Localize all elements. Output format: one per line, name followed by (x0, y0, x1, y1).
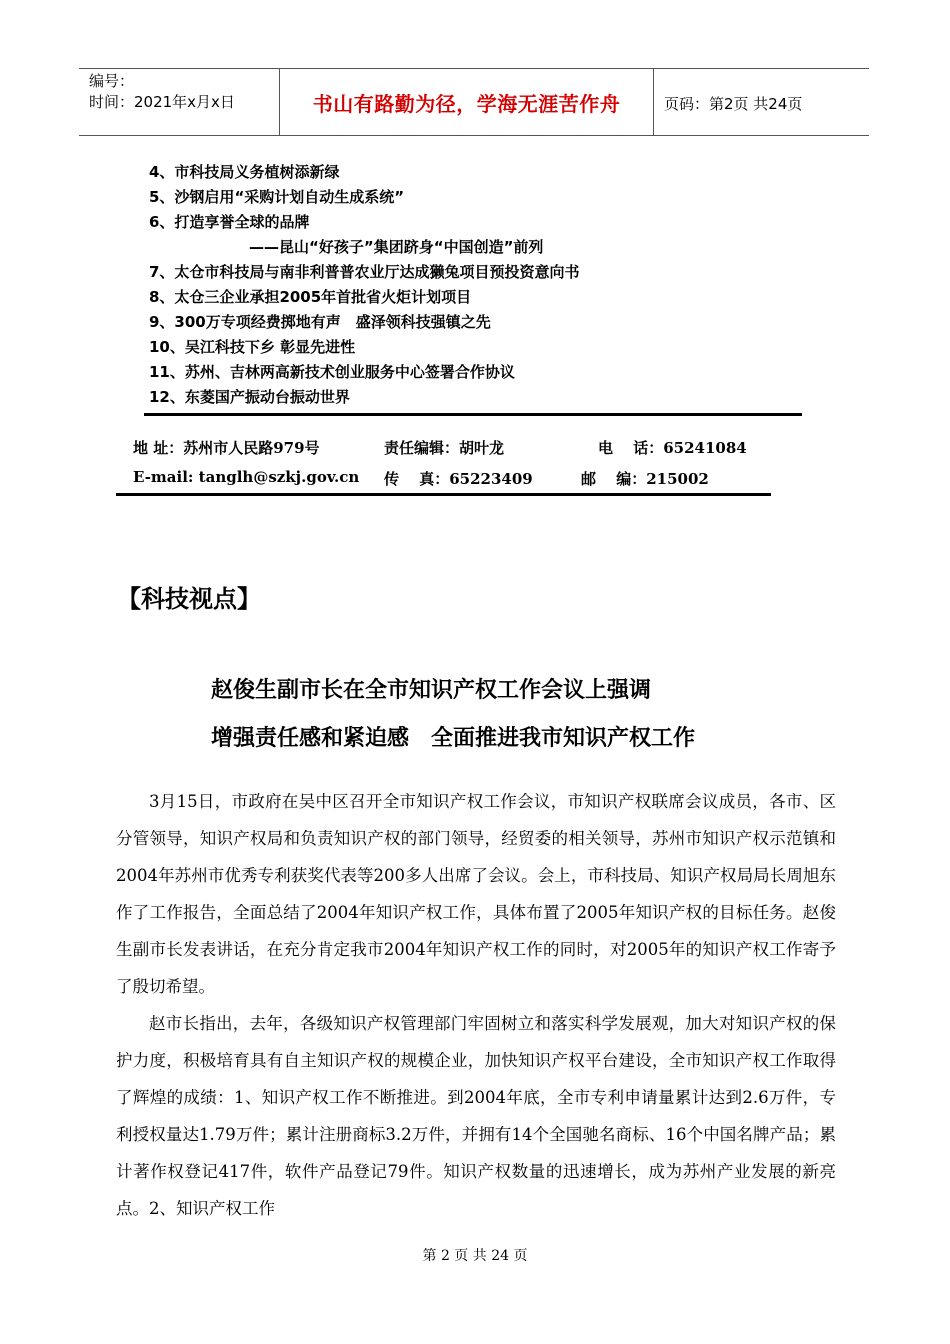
article-title-line1: 赵俊生副市长在全市知识产权工作会议上强调 (211, 678, 652, 703)
toc-item: 4、市科技局义务植树添新绿 (149, 163, 340, 181)
toc-item: 5、沙钢启用“采购计划自动生成系统” (149, 188, 405, 206)
contact-address: 地 址：苏州市人民路979号 (133, 439, 320, 457)
contact-postcode: 邮 编：215002 (581, 470, 709, 488)
page-footer: 第 2 页 共 24 页 (422, 1248, 528, 1264)
contact-fax: 传 真：65223409 (384, 470, 533, 488)
section-title: 【科技视点】 (117, 585, 261, 613)
article-title-line2: 增强责任感和紧迫感 全面推进我市知识产权工作 (211, 726, 696, 751)
article-paragraph: 3月15日，市政府在吴中区召开全市知识产权工作会议，市知识产权联席会议成员，各市、区分管领导，知识产权局和负责知识产权的部门领导，经贸委的相关领导，苏州市知识产权示范镇和2004年苏州市优秀专利获奖代表等200多人出席了会议。会上，市科技局、知识产权局局长周旭东作了工作报告，全面总结了2004年知识产权工作，具体布置了2005年知识产权的目标任务。赵俊生副市长发表讲话，在充分肯定我市2004年知识产权工作的同时，对2005年的知识产权工作寄予了殷切希望。 (116, 792, 836, 996)
header-page-info: 页码：第2页 共24页 (664, 95, 803, 113)
toc-item: ——昆山“好孩子”集团跻身“中国创造”前列 (249, 238, 544, 256)
contact-editor: 责任编辑：胡叶龙 (384, 439, 505, 457)
toc-item: 6、打造享誉全球的品牌 (149, 213, 310, 231)
number-label: 编号： (89, 72, 135, 90)
toc-item: 11、苏州、吉林两高新技术创业服务中心签署合作协议 (149, 363, 515, 381)
article-paragraph: 赵市长指出，去年，各级知识产权管理部门牢固树立和落实科学发展观，加大对知识产权的保护力度，积极培育具有自主知识产权的规模企业，加快知识产权平台建设，全市知识产权工作取得了辉煌的成绩：1、知识产权工作不断推进。到2004年底，全市专利申请量累计达到2.6万件，专利授权量达1.79万件；累计注册商标3.2万件，并拥有14个全国驰名商标、16个中国名牌产品；累计著作权登记417件，软件产品登记79件。知识产权数量的迅速增长，成为苏州产业发展的新亮点。2、知识产权工作 (116, 1014, 836, 1218)
divider (144, 413, 802, 416)
header-meta (79, 69, 280, 135)
contact-phone: 电 话：65241084 (598, 439, 747, 457)
header-motto: 书山有路勤为径，学海无涯苦作舟 (280, 69, 654, 135)
article-body (116, 783, 836, 1227)
contact-email: E-mail: tanglh@szkj.gov.cn (133, 468, 360, 486)
time-label: 时间：2021年x月x日 (89, 93, 235, 111)
toc-item: 7、太仓市科技局与南非利普普农业厅达成獭兔项目预投资意向书 (149, 263, 580, 281)
page-header (79, 68, 869, 136)
toc-item: 8、太仓三企业承担2005年首批省火炬计划项目 (149, 288, 472, 306)
toc-item: 10、吴江科技下乡 彰显先进性 (149, 338, 356, 356)
table-of-contents (149, 160, 579, 410)
toc-item: 9、300万专项经费掷地有声 盛泽领科技强镇之先 (149, 313, 491, 331)
toc-item: 12、东菱国产振动台振动世界 (149, 388, 350, 406)
divider (116, 493, 771, 496)
